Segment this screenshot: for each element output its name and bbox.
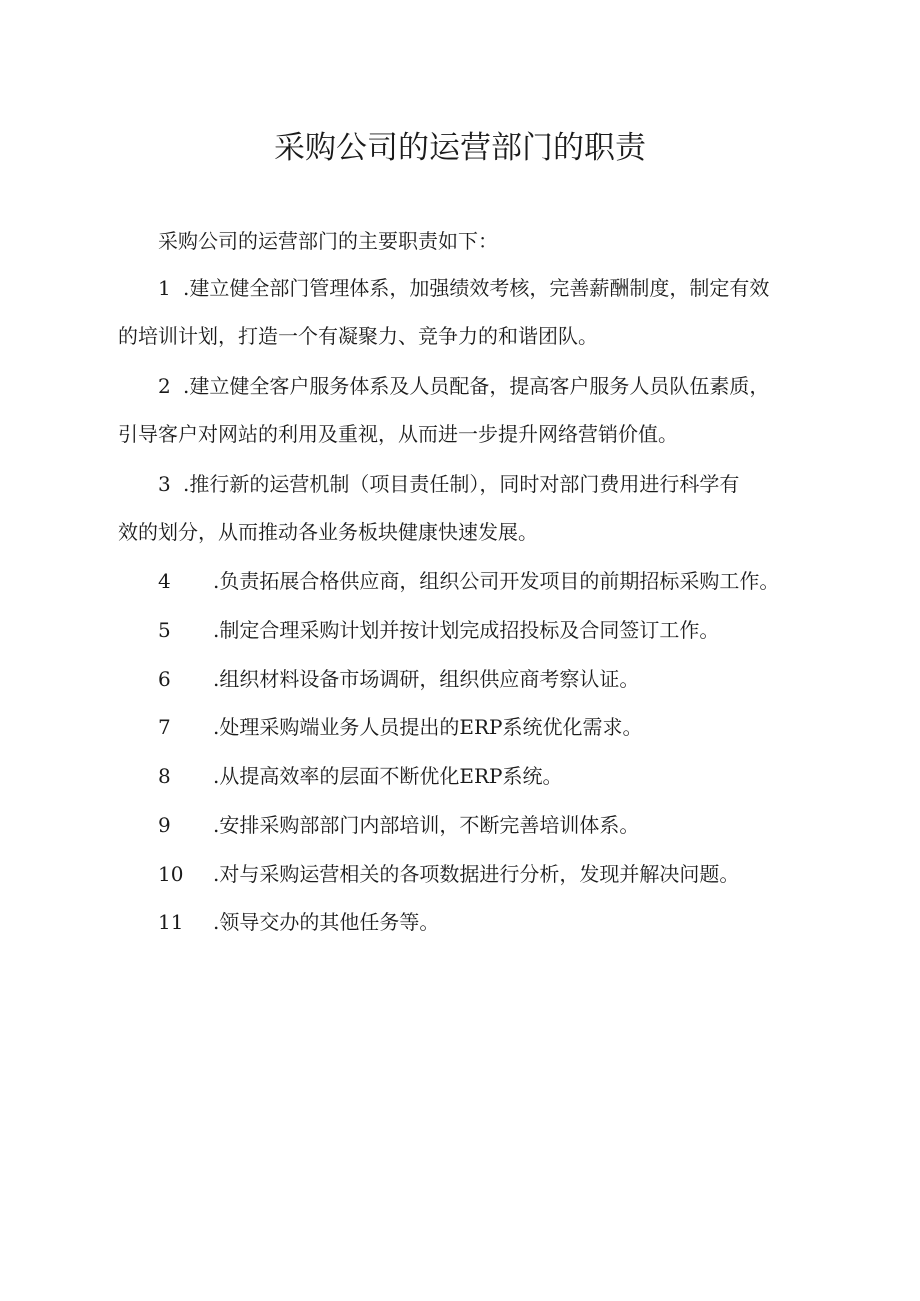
list-item-number: 3 — [158, 472, 171, 496]
list-item-line — [118, 615, 818, 645]
list-item — [118, 907, 818, 937]
list-item — [118, 371, 818, 449]
list-item-text: .制定合理采购计划并按计划完成招投标及合同签订工作。 — [213, 618, 720, 642]
list-item-text: .对与采购运营相关的各项数据进行分析，发现并解决问题。 — [213, 862, 740, 886]
list-item-line — [118, 907, 818, 937]
list-item-continuation: 的培训计划，打造一个有凝聚力、竞争力的和谐团队。 — [118, 324, 598, 348]
list-item — [118, 859, 818, 889]
list-item-line — [118, 761, 818, 791]
list-item-text: .处理采购端业务人员提出的ERP系统优化需求。 — [213, 715, 643, 739]
list-item-text: .从提高效率的层面不断优化ERP系统。 — [213, 764, 563, 788]
list-item — [118, 664, 818, 694]
list-item-number: 5 — [158, 618, 171, 642]
list-item-line — [118, 273, 818, 303]
list-item-text: .建立健全部门管理体系，加强绩效考核，完善薪酬制度，制定有效 — [183, 276, 770, 300]
list-item-line — [118, 664, 818, 694]
list-item-number: 6 — [158, 667, 171, 691]
page-title: 采购公司的运营部门的职责 — [274, 130, 646, 166]
list-item-number: 10 — [158, 862, 184, 886]
list-item — [118, 810, 818, 840]
list-item-number: 1 — [158, 276, 171, 300]
list-item-continuation: 引导客户对网站的利用及重视，从而进一步提升网络营销价值。 — [118, 422, 678, 446]
list-item-number: 4 — [158, 569, 171, 593]
list-item — [118, 761, 818, 791]
list-item-text: .建立健全客户服务体系及人员配备，提高客户服务人员队伍素质， — [183, 374, 770, 398]
list-item-text: .负责拓展合格供应商，组织公司开发项目的前期招标采购工作。 — [213, 569, 780, 593]
list-item-line — [118, 371, 818, 401]
list-item-text: .组织材料设备市场调研，组织供应商考察认证。 — [213, 667, 640, 691]
list-item-continuation: 效的划分，从而推动各业务板块健康快速发展。 — [118, 520, 538, 544]
list-item-text: .领导交办的其他任务等。 — [213, 910, 440, 934]
list-item-number: 9 — [158, 813, 171, 837]
list-item-number: 8 — [158, 764, 171, 788]
list-item-text: .推行新的运营机制（项目责任制），同时对部门费用进行科学有 — [183, 472, 740, 496]
intro-paragraph: 采购公司的运营部门的主要职责如下： — [158, 229, 498, 253]
list-item — [118, 712, 818, 742]
list-item-number: 11 — [158, 910, 184, 934]
list-item-line — [118, 469, 818, 499]
list-item-line — [118, 810, 818, 840]
list-item — [118, 566, 818, 596]
list-item-line — [118, 566, 818, 596]
list-item-number: 2 — [158, 374, 171, 398]
list-item-text: .安排采购部部门内部培训，不断完善培训体系。 — [213, 813, 640, 837]
list-item-number: 7 — [158, 715, 171, 739]
list-item — [118, 273, 818, 351]
list-item-line — [118, 859, 818, 889]
list-item — [118, 469, 818, 547]
list-item-line — [118, 712, 818, 742]
list-item — [118, 615, 818, 645]
